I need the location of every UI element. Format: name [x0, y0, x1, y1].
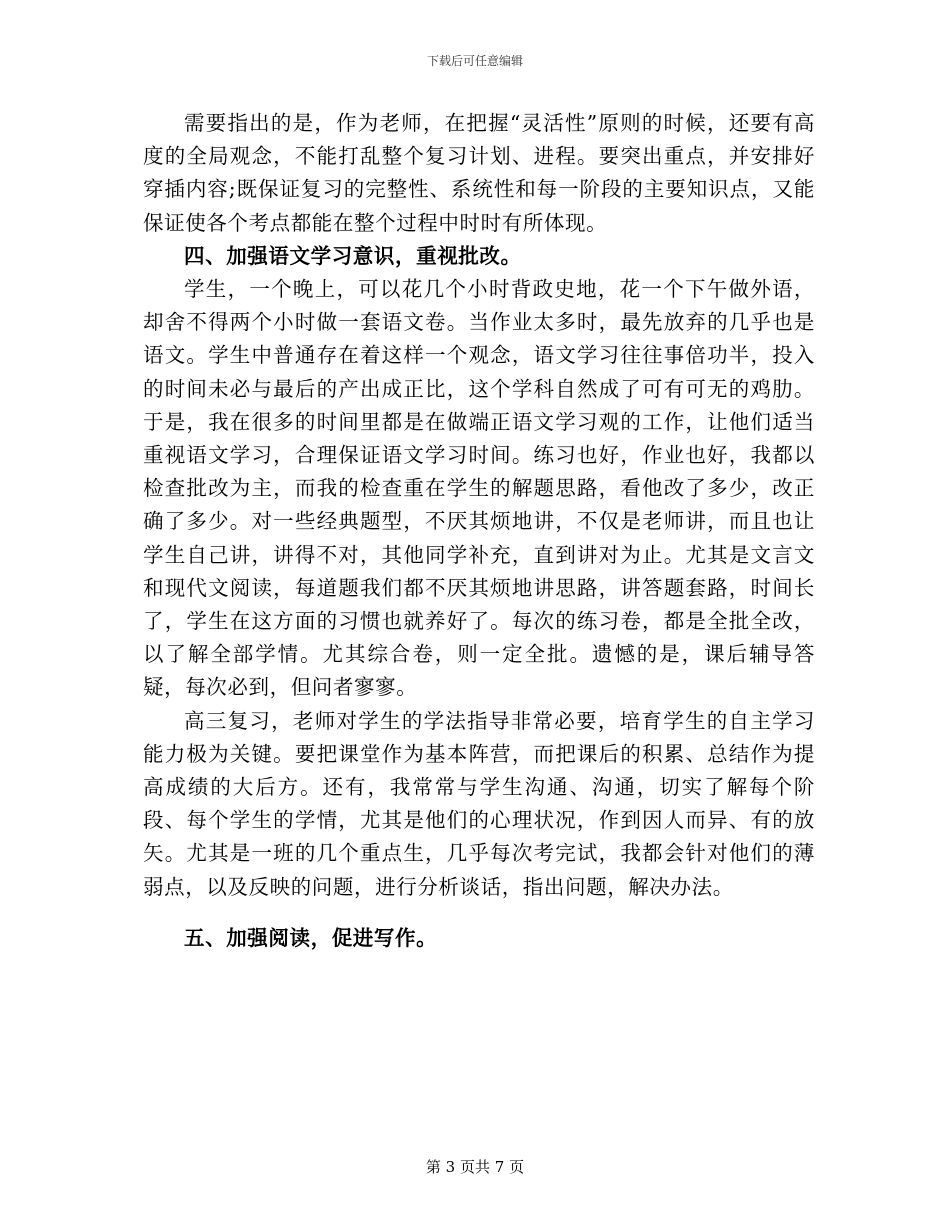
paragraph-study-guidance: 高三复习，老师对学生的学法指导非常必要，培育学生的自主学习能力极为关键。要把课堂作为基本阵营，而把课后的积累、总结作为提高成绩的大后方。还有，我常常与学生沟通、沟通，切实了解每个阶段、每个学生的学情，尤其是他们的心理状况，作到因人而异、有的放矢。尤其是一班的几个重点生，几乎每次考完试，我都会针对他们的薄弱点，以及反映的问题，进行分析谈话，指出问题，解决办法。 [143, 708, 815, 899]
document-body [143, 107, 815, 955]
paragraph-flexibility: 需要指出的是，作为老师，在把握“灵活性”原则的时候，还要有高度的全局观念，不能打乱整个复习计划、进程。要突出重点，并安排好穿插内容;既保证复习的完整性、系统性和每一阶段的主要知识点，又能保证使各个考点都能在整个过程中时时有所体现。 [143, 111, 815, 235]
section-heading-5: 五、加强阅读，促进写作。 [184, 925, 438, 950]
paragraph-chinese-study: 学生，一个晚上，可以花几个小时背政史地，花一个下午做外语，却舍不得两个小时做一套语文卷。当作业太多时，最先放弃的几乎也是语文。学生中普通存在着这样一个观念，语文学习往往事倍功半，投入的时间未必与最后的产出成正比，这个学科自然成了可有可无的鸡肋。于是，我在很多的时间里都是在做端正语文学习观的工作，让他们适当重视语文学习，合理保证语文学习时间。练习也好，作业也好，我都以检查批改为主，而我的检查重在学生的解题思路，看他改了多少，改正确了多少。对一些经典题型，不厌其烦地讲，不仅是老师讲，而且也让学生自己讲，讲得不对，其他同学补充，直到讲对为止。尤其是文言文和现代文阅读，每道题我们都不厌其烦地讲思路，讲答题套路，时间长了，学生在这方面的习惯也就养好了。每次的练习卷，都是全批全改，以了解全部学情。尤其综合卷，则一定全批。遗憾的是，课后辅导答疑，每次必到，但问者寥寥。 [143, 277, 815, 700]
page-footer: 第 3 页共 7 页 [425, 1158, 525, 1176]
section-heading-4: 四、加强语文学习意识，重视批改。 [184, 243, 522, 268]
page-header: 下载后可任意编辑 [426, 54, 523, 68]
